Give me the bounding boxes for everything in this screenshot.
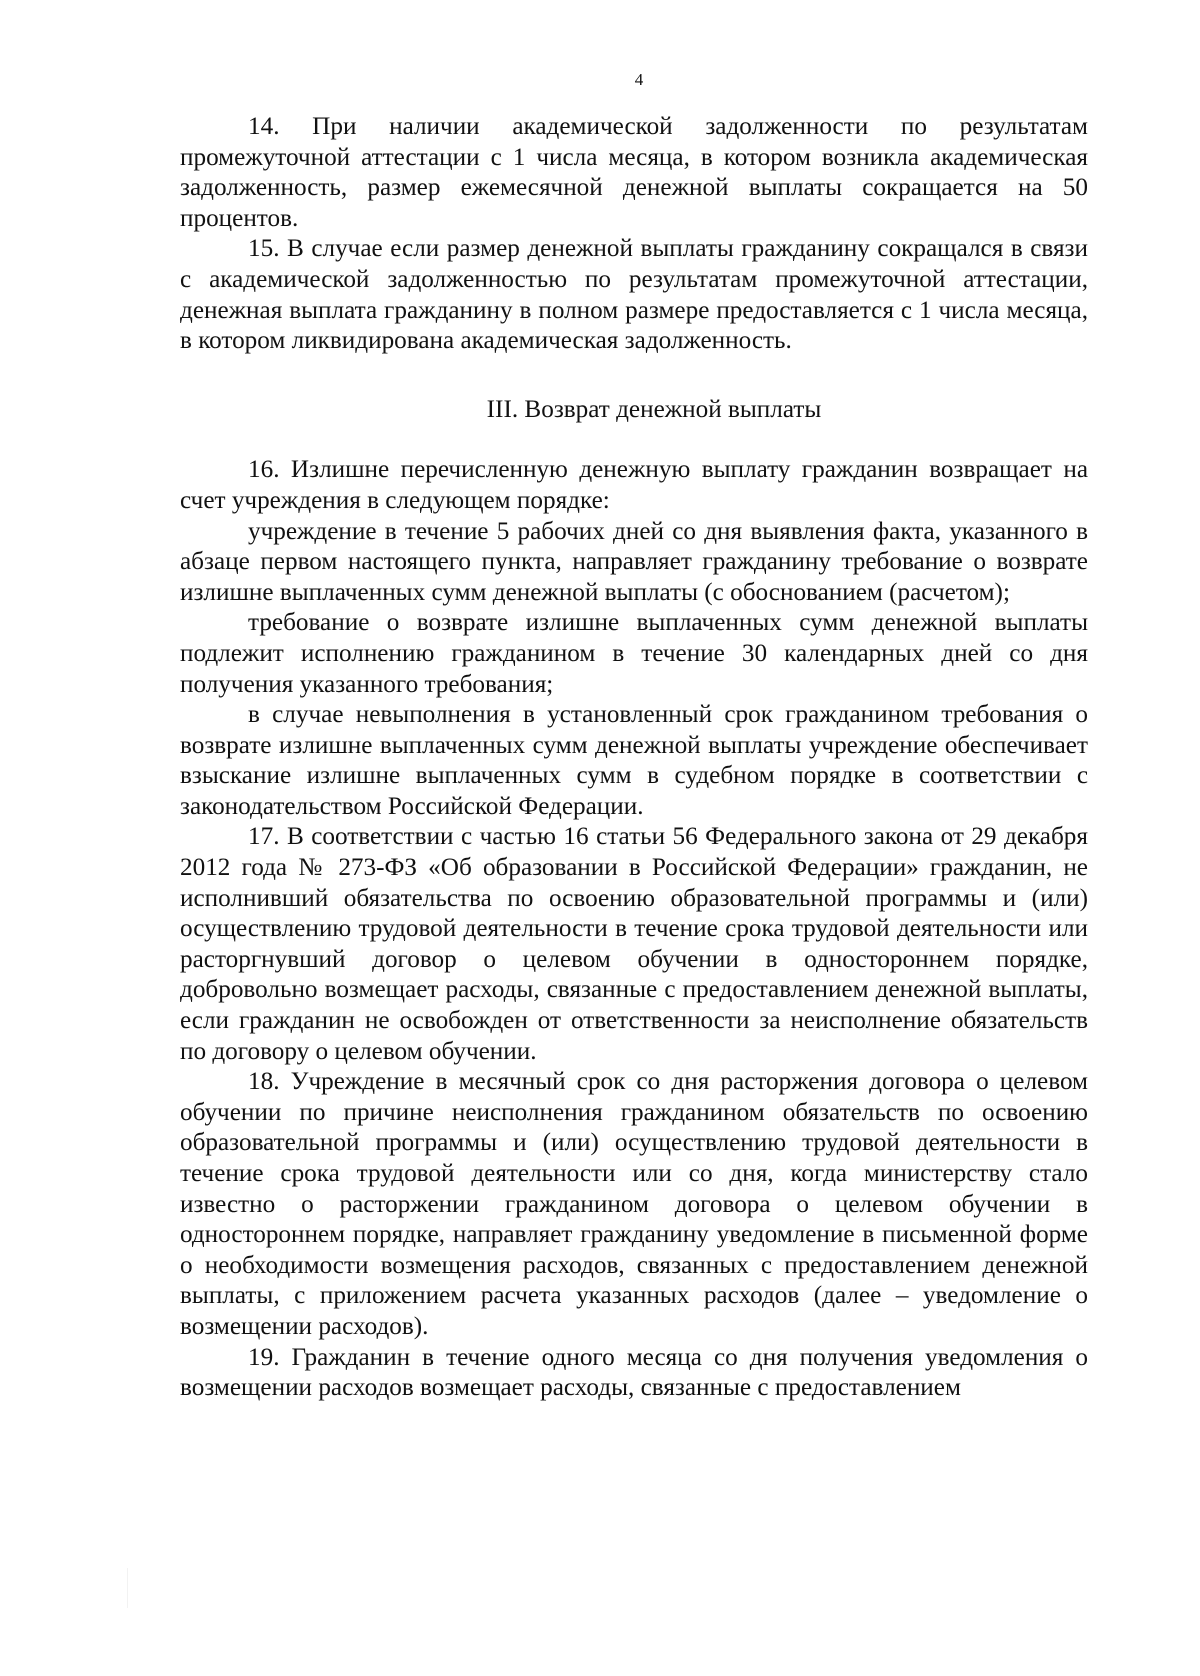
paragraph-14: 14. При наличии академической задолженности по результатам промежуточной аттестации с 1 числа месяца, в котором возникла академическая задолженность, размер ежемесячной денежной выплаты сокращается на 50 процентов.: [180, 113, 1088, 232]
paragraph-16: 16. Излишне перечисленную денежную выплату гражданин возвращает на счет учреждения в следующем порядке:: [180, 456, 1088, 514]
paragraph-18: 18. Учреждение в месячный срок со дня расторжения договора о целевом обучении по причине неисполнения гражданином обязательств по освоению образовательной программы и (или) осуществлению трудовой деятельности в течение срока трудовой деятельности или со дня, когда министерству стало известно о расторжении гражданином договора о целевом обучении в одностороннем порядке, направляет гражданину уведомление в письменной форме о необходимости возмещения расходов, связанных с предоставлением денежной выплаты, с приложением расчета указанных расходов (далее – уведомление о возмещении расходов).: [180, 1068, 1088, 1340]
page-number: 4: [634, 70, 644, 89]
paragraph-16-item-1: учреждение в течение 5 рабочих дней со дня выявления факта, указанного в абзаце первом настоящего пункта, направляет гражданину требование о возврате излишне выплаченных сумм денежной выплаты (с обоснованием (расчетом);: [180, 517, 1088, 606]
paragraph-16-item-2: требование о возврате излишне выплаченных сумм денежной выплаты подлежит исполнению гражданином в течение 30 календарных дней со дня получения указанного требования;: [180, 609, 1088, 698]
paragraph-19: 19. Гражданин в течение одного месяца со дня получения уведомления о возмещении расходов возмещает расходы, связанные с предоставлением: [180, 1343, 1088, 1402]
section-heading: III. Возврат денежной выплаты: [486, 395, 822, 423]
scan-artifact: [127, 1568, 128, 1608]
paragraph-16-item-3: в случае невыполнения в установленный срок гражданином требования о возврате излишне выплаченных сумм денежной выплаты учреждение обеспечивает взыскание излишне выплаченных сумм в судебном порядке в соответствии с законодательством Российской Федерации.: [180, 701, 1088, 820]
paragraph-17: 17. В соответствии с частью 16 статьи 56 Федерального закона от 29 декабря 2012 года № 273-ФЗ «Об образовании в Российской Федерации» гражданин, не исполнивший обязательства по освоению образовательной программы и (или) осуществлению трудовой деятельности в течение срока трудовой деятельности или расторгнувший договор о целевом обучении в одностороннем порядке, добровольно возмещает расходы, связанные с предоставлением денежной выплаты, если гражданин не освобожден от ответственности за неисполнение обязательств по договору о целевом обучении.: [180, 823, 1088, 1065]
paragraph-15: 15. В случае если размер денежной выплаты гражданину сокращался в связи с академической задолженностью по результатам промежуточной аттестации, денежная выплата гражданину в полном размере предоставляется с 1 числа месяца, в котором ликвидирована академическая задолженность.: [180, 235, 1088, 355]
document-page: [180, 70, 1088, 1404]
